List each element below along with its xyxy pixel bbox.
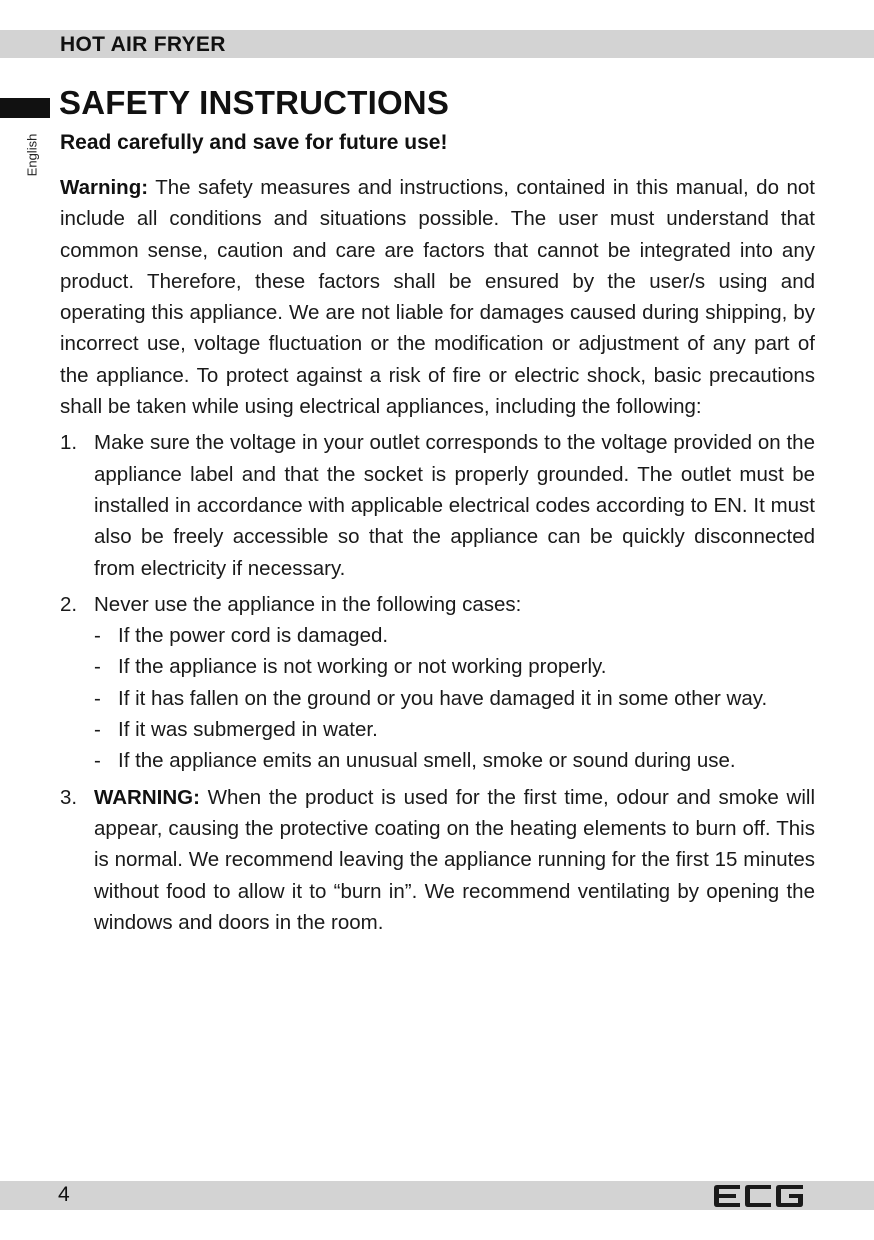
page-number: 4 xyxy=(58,1183,70,1206)
sub-list xyxy=(94,620,815,776)
sub-item-text: If the appliance emits an unusual smell, smoke or sound during use. xyxy=(118,749,736,773)
dash-marker: - xyxy=(94,655,101,679)
section-title: SAFETY INSTRUCTIONS xyxy=(59,84,450,121)
section-subtitle: Read carefully and save for future use! xyxy=(60,131,448,154)
dash-marker: - xyxy=(94,749,101,773)
dash-marker: - xyxy=(94,718,101,742)
warning-text: The safety measures and instructions, contained in this manual, do not include all conditions and situations possible. The user must understand that common sense, caution and care are factors that cannot be integrated into any product. Therefore, these factors shall be ensured by the user/s using and operating this appliance. We are not liable for damages caused during shipping, by incorrect use, voltage fluctuation or the modification or adjustment of any part of the appliance. To protect against a risk of fire or electric shock, basic precautions shall be taken while using electrical appliances, including the following: xyxy=(60,176,815,419)
instructions-body xyxy=(60,172,815,943)
dash-marker: - xyxy=(94,686,101,710)
language-tab-marker xyxy=(0,98,50,118)
item-text: Never use the appliance in the following cases: xyxy=(94,592,522,616)
item-text: Make sure the voltage in your outlet corresponds to the voltage provided on the appliance label and that the socket is properly grounded. The outlet must be installed in accordance with applicable electrical codes according to EN. It must also be freely accessible so that the appliance can be quickly disconnected from electricity if necessary. xyxy=(94,431,815,580)
sub-list-item xyxy=(94,620,815,651)
sub-item-text: If it was submerged in water. xyxy=(118,718,378,742)
sub-list-item xyxy=(94,714,815,745)
list-item xyxy=(60,589,815,777)
product-title: HOT AIR FRYER xyxy=(60,33,226,56)
item-number: 2. xyxy=(60,592,78,616)
list-item xyxy=(60,427,815,583)
sub-list-item xyxy=(94,651,815,682)
language-label: English xyxy=(24,133,40,177)
item-number: 1. xyxy=(60,431,78,455)
item-number: 3. xyxy=(60,785,78,809)
sub-list-item xyxy=(94,683,815,714)
sub-item-text: If the appliance is not working or not working properly. xyxy=(118,655,607,679)
warning-label: Warning: xyxy=(60,176,149,199)
warning-label: WARNING: xyxy=(94,785,200,809)
ecg-logo xyxy=(714,1185,804,1207)
sub-item-text: If the power cord is damaged. xyxy=(118,624,389,648)
item-text: When the product is used for the first time, odour and smoke will appear, causing the protective coating on the heating elements to burn off. This is normal. We recommend leaving the appliance running for the first 15 minutes without food to allow it to “burn in”. We recommend ventilating by opening the windows and doors in the room. xyxy=(94,785,815,934)
sub-item-text: If it has fallen on the ground or you have damaged it in some other way. xyxy=(118,686,768,710)
warning-paragraph xyxy=(60,172,815,422)
sub-list-item xyxy=(94,745,815,776)
dash-marker: - xyxy=(94,624,101,648)
list-item xyxy=(60,782,815,938)
